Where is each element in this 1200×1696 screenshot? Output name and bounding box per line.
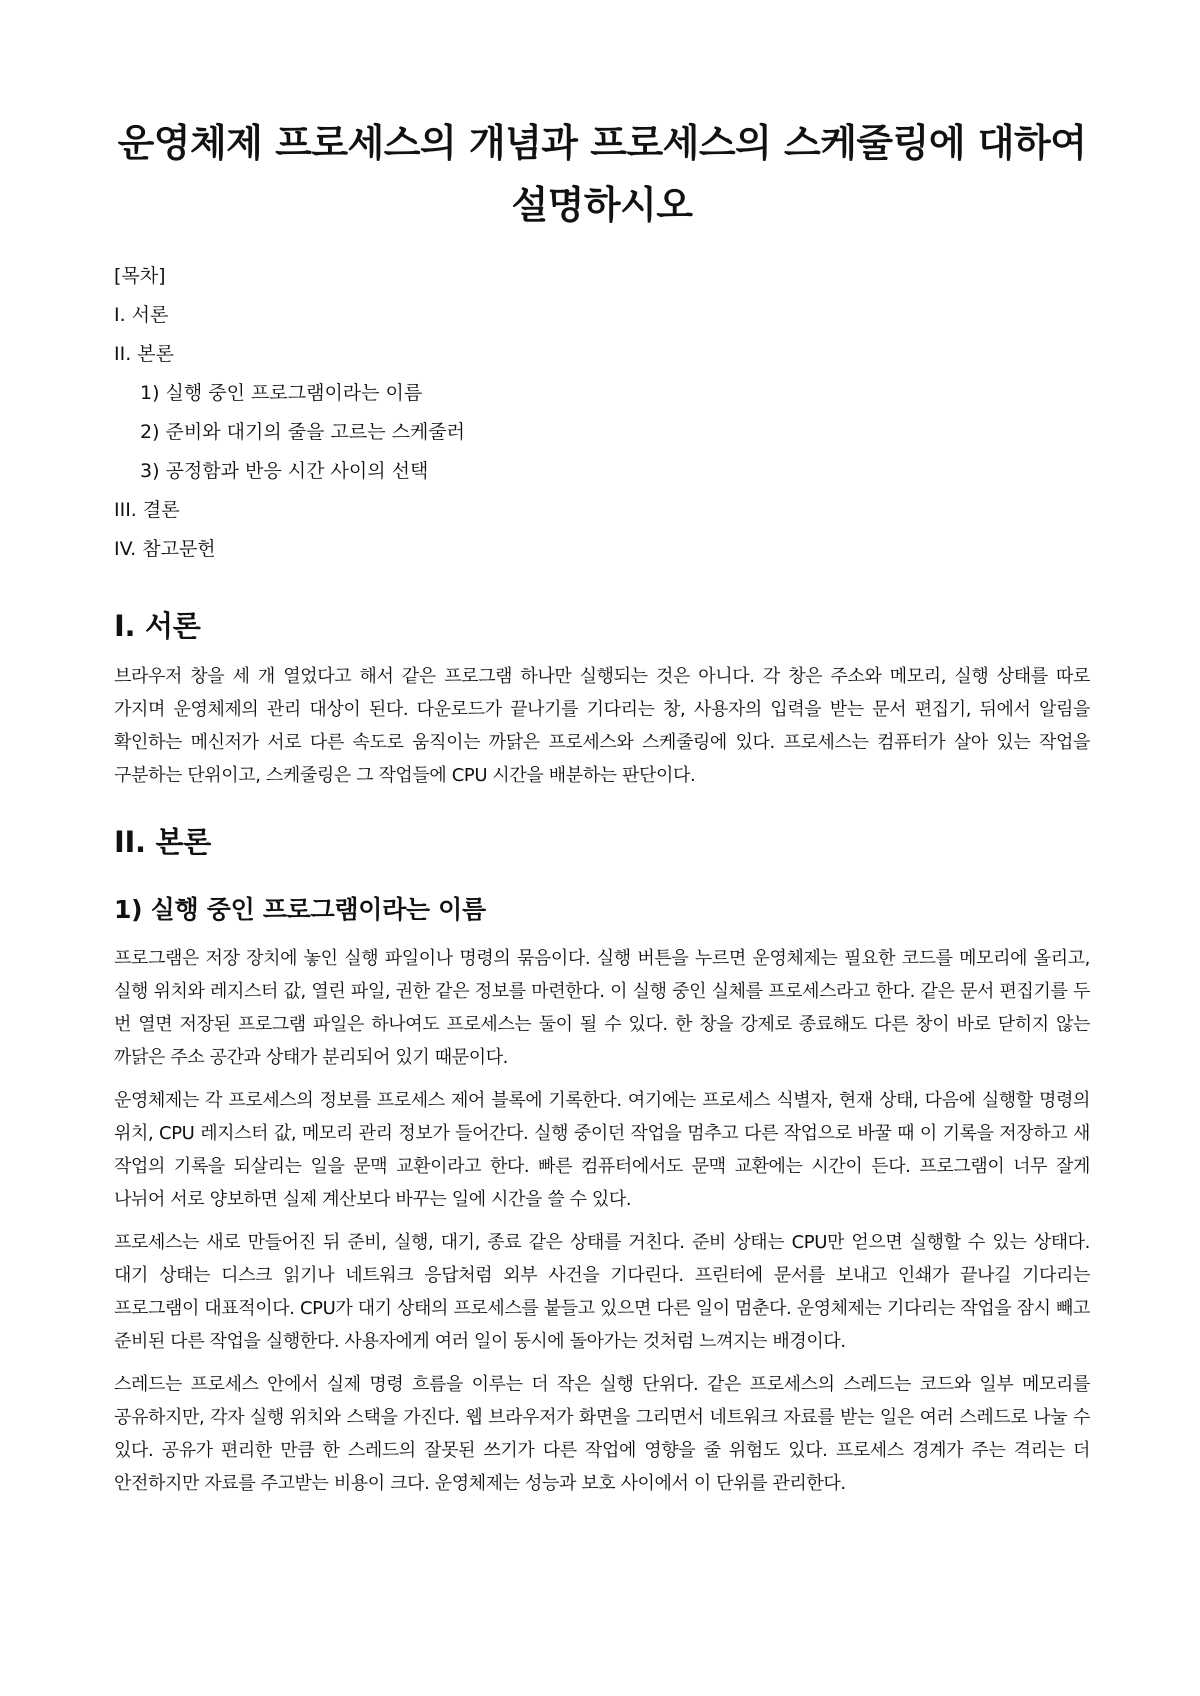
section-heading-introduction: I. 서론 — [114, 609, 201, 643]
subsection-heading-1: 1) 실행 중인 프로그램이라는 이름 — [114, 895, 486, 924]
table-of-contents — [114, 264, 1090, 576]
toc-item-body: II. 본론 — [114, 343, 174, 365]
toc-item-body-3: 3) 공정함과 반응 시간 사이의 선택 — [140, 460, 429, 482]
body-paragraph: 운영체제는 각 프로세스의 정보를 프로세스 제어 블록에 기록한다. 여기에는 프로세스 식별자, 현재 상태, 다음에 실행할 명령의 위치, CPU 레지스터 값, 메모리 관리 정보가 들어간다. 실행 중이던 작업을 멈추고 다른 작업으로 바꿀 때 이 기록을 저장하고 새 작업의 기록을 되살리는 일을 문맥 교환이라고 한다. 빠른 컴퓨터에서도 문맥 교환에는 시간이 든다. 프로그램이 너무 잘게 나뉘어 서로 양보하면 실제 계산보다 바꾸는 일에 시간을 쓸 수 있다. — [114, 1090, 1090, 1210]
toc-item-body-2: 2) 준비와 대기의 줄을 고르는 스케줄러 — [140, 421, 466, 443]
introduction-paragraph: 브라우저 창을 세 개 열었다고 해서 같은 프로그램 하나만 실행되는 것은 아니다. 각 창은 주소와 메모리, 실행 상태를 따로 가지며 운영체제의 관리 대상이 된다. 다운로드가 끝나기를 기다리는 창, 사용자의 입력을 받는 문서 편집기, 뒤에서 알림을 확인하는 메신저가 서로 다른 속도로 움직이는 까닭은 프로세스와 스케줄링에 있다. 프로세스는 컴퓨터가 살아 있는 작업을 구분하는 단위이고, 스케줄링은 그 작업들에 CPU 시간을 배분하는 판단이다. — [114, 666, 1090, 786]
body-paragraph: 프로그램은 저장 장치에 놓인 실행 파일이나 명령의 묶음이다. 실행 버튼을 누르면 운영체제는 필요한 코드를 메모리에 올리고, 실행 위치와 레지스터 값, 열린 파일, 권한 같은 정보를 마련한다. 이 실행 중인 실체를 프로세스라고 한다. 같은 문서 편집기를 두 번 열면 저장된 프로그램 파일은 하나여도 프로세스는 둘이 될 수 있다. 한 창을 강제로 종료해도 다른 창이 바로 닫히지 않는 까닭은 주소 공간과 상태가 분리되어 있기 때문이다. — [114, 948, 1090, 1068]
toc-item-body-1: 1) 실행 중인 프로그램이라는 이름 — [140, 382, 423, 404]
body-paragraph: 스레드는 프로세스 안에서 실제 명령 흐름을 이루는 더 작은 실행 단위다. 같은 프로세스의 스레드는 코드와 일부 메모리를 공유하지만, 각자 실행 위치와 스택을 가진다. 웹 브라우저가 화면을 그리면서 네트워크 자료를 받는 일은 여러 스레드로 나눌 수 있다. 공유가 편리한 만큼 한 스레드의 잘못된 쓰기가 다른 작업에 영향을 줄 위험도 있다. 프로세스 경계가 주는 격리는 더 안전하지만 자료를 주고받는 비용이 크다. 운영체제는 성능과 보호 사이에서 이 단위를 관리한다. — [114, 1374, 1090, 1494]
toc-item-introduction: I. 서론 — [114, 304, 169, 326]
page-title: 운영체제 프로세스의 개념과 프로세스의 스케줄링에 대하여 설명하시오 — [117, 121, 1087, 227]
toc-heading: [목차] — [114, 265, 166, 287]
body-paragraph: 프로세스는 새로 만들어진 뒤 준비, 실행, 대기, 종료 같은 상태를 거친다. 준비 상태는 CPU만 얻으면 실행할 수 있는 상태다. 대기 상태는 디스크 읽기나 네트워크 응답처럼 외부 사건을 기다린다. 프린터에 문서를 보내고 인쇄가 끝나길 기다리는 프로그램이 대표적이다. CPU가 대기 상태의 프로세스를 붙들고 있으면 다른 일이 멈춘다. 운영체제는 기다리는 작업을 잠시 빼고 준비된 다른 작업을 실행한다. 사용자에게 여러 일이 동시에 돌아가는 것처럼 느껴지는 배경이다. — [114, 1232, 1090, 1352]
toc-item-conclusion: III. 결론 — [114, 499, 180, 521]
toc-item-references: IV. 참고문헌 — [114, 538, 216, 560]
section-heading-body: II. 본론 — [114, 825, 211, 859]
